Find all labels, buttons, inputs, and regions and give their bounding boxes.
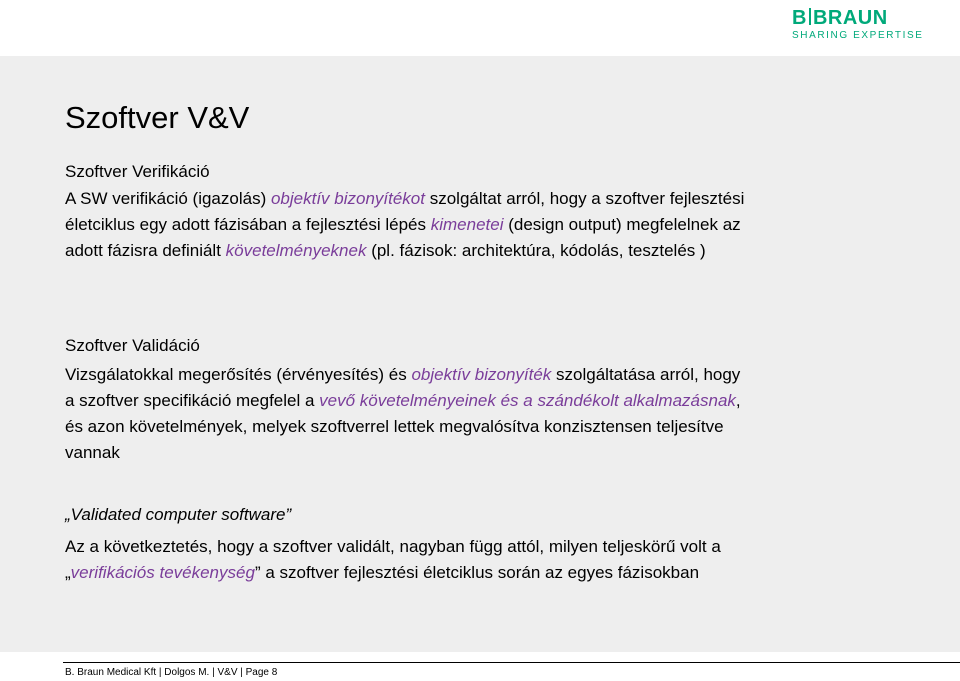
keyword-objective-evidence: objektív bizonyíték xyxy=(411,365,552,384)
text-run: (pl. fázisok: architektúra, kódolás, tesztelés ) xyxy=(366,241,706,260)
footer xyxy=(0,652,960,681)
verification-paragraph xyxy=(65,186,935,264)
logo-separator xyxy=(809,8,811,25)
keyword-requirements: követelményeknek xyxy=(225,241,367,260)
footer-text: B. Braun Medical Kft | Dolgos M. | V&V | Page 8 xyxy=(65,667,278,678)
keyword-outputs: kimenetei xyxy=(430,215,504,234)
text-run: , xyxy=(735,391,741,410)
validation-line-1 xyxy=(65,362,935,388)
logo-wordmark xyxy=(792,7,927,29)
logo-brand-right: BRAUN xyxy=(812,7,888,29)
text-run: ” a szoftver fejlesztési életciklus során az egyes fázisokban xyxy=(254,563,700,582)
text-run: a szoftver specifikáció megfelel a xyxy=(65,391,320,410)
text-run: „ xyxy=(65,563,71,582)
verification-line-3 xyxy=(65,238,935,264)
validation-heading: Szoftver Validáció xyxy=(65,336,200,355)
text-run: A SW verifikáció (igazolás) xyxy=(65,189,271,208)
validation-line-3: és azon követelmények, melyek szoftverrel lettek megvalósítva konzisztensen teljesítve xyxy=(65,417,724,436)
footer-divider xyxy=(63,662,960,663)
slide-content xyxy=(0,56,960,652)
validation-line-4: vannak xyxy=(65,443,120,462)
text-run: adott fázisra definiált xyxy=(65,241,226,260)
logo-brand-left: B xyxy=(792,7,807,29)
validated-software-paragraph xyxy=(65,534,935,586)
validation-paragraph xyxy=(65,362,935,466)
header-band xyxy=(0,0,960,56)
validated-line-2 xyxy=(65,560,935,586)
logo-tagline: SHARING EXPERTISE xyxy=(792,30,924,41)
verification-line-2 xyxy=(65,212,935,238)
slide-title: Szoftver V&V xyxy=(65,100,250,135)
text-run: (design output) megfelelnek az xyxy=(503,215,741,234)
keyword-customer-requirements: vevő követelményeinek és a szándékolt alkalmazásnak xyxy=(319,391,736,410)
verification-line-1 xyxy=(65,186,935,212)
text-run: szolgáltat arról, hogy a szoftver fejlesztési xyxy=(424,189,745,208)
text-run: életciklus egy adott fázisában a fejlesztési lépés xyxy=(65,215,431,234)
verification-heading: Szoftver Verifikáció xyxy=(65,162,210,181)
validated-software-heading: „Validated computer software” xyxy=(65,505,292,524)
bbraun-logo xyxy=(792,7,927,42)
validated-line-1: Az a következtetés, hogy a szoftver validált, nagyban függ attól, milyen teljeskörű volt a xyxy=(65,537,721,556)
text-run: Vizsgálatokkal megerősítés (érvényesítés) és xyxy=(65,365,412,384)
validation-line-2 xyxy=(65,388,935,414)
text-run: szolgáltatása arról, hogy xyxy=(551,365,741,384)
keyword-objective-evidence: objektív bizonyítékot xyxy=(270,189,425,208)
keyword-verification-activity: verifikációs tevékenység xyxy=(70,563,255,582)
